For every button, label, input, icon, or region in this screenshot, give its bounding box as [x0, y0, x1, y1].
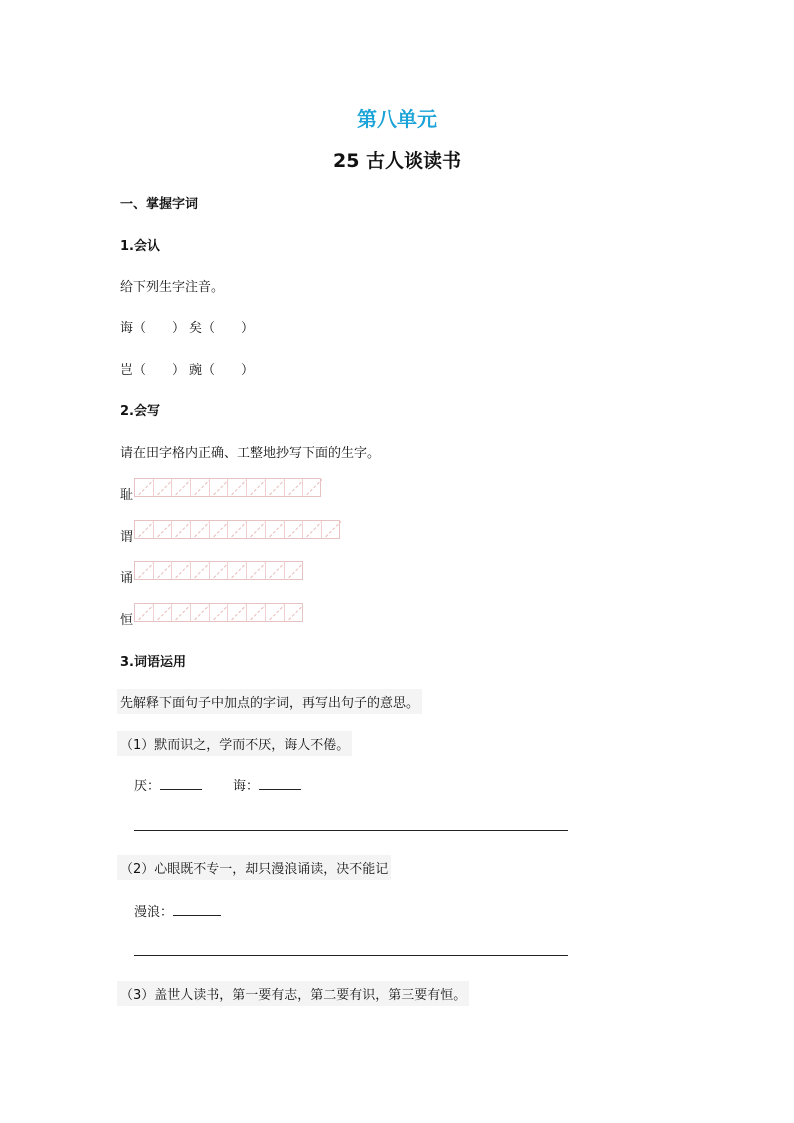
- part3-heading: 3.词语运用: [120, 655, 186, 670]
- answer-rule[interactable]: [134, 830, 568, 831]
- answer-line-3: [134, 901, 221, 920]
- question-3: （3）盖世人读书，第一要有志，第二要有识，第三要有恒。: [117, 981, 469, 1006]
- part3-instruction: 先解释下面句子中加点的字词，再写出句子的意思。: [117, 689, 422, 714]
- answer-blank[interactable]: [259, 777, 301, 790]
- unit-title: 第八单元: [357, 107, 437, 131]
- lesson-title: 25 古人谈读书: [332, 150, 462, 172]
- answer-rule[interactable]: [134, 955, 568, 956]
- tianzige-grid[interactable]: [134, 520, 340, 539]
- answer-line-2: [233, 775, 301, 794]
- pinyin-item: 诲（ ）: [120, 321, 186, 336]
- part1-heading: 1.会认: [120, 239, 160, 254]
- tianzige-grid[interactable]: [134, 478, 321, 497]
- part1-instruction: 给下列生字注音。: [120, 280, 225, 295]
- tianzige-grid[interactable]: [134, 561, 303, 580]
- part2-heading: 2.会写: [120, 404, 160, 419]
- blank-label: 漫浪：: [134, 905, 174, 920]
- copy-char: 恒: [120, 613, 134, 628]
- blank-label: 诲：: [233, 779, 260, 794]
- copy-char: 诵: [120, 571, 134, 586]
- answer-blank[interactable]: [160, 777, 202, 790]
- part2-instruction: 请在田字格内正确、工整地抄写下面的生字。: [120, 446, 381, 461]
- copy-char: 谓: [120, 530, 134, 545]
- question-2: （2）心眼既不专一，却只漫浪诵读，决不能记: [117, 855, 391, 880]
- pinyin-item: 岂（ ）: [120, 363, 186, 378]
- copy-char: 耻: [120, 488, 134, 503]
- blank-label: 厌：: [134, 779, 161, 794]
- tianzige-grid[interactable]: [134, 603, 303, 622]
- answer-blank[interactable]: [173, 903, 221, 916]
- answer-line-1: [134, 775, 202, 794]
- pinyin-item: 矣（ ）: [189, 321, 255, 336]
- section-heading: 一、掌握字词: [120, 197, 199, 212]
- question-1: （1）默而识之，学而不厌，诲人不倦。: [117, 731, 352, 756]
- pinyin-item: 豌（ ）: [189, 363, 255, 378]
